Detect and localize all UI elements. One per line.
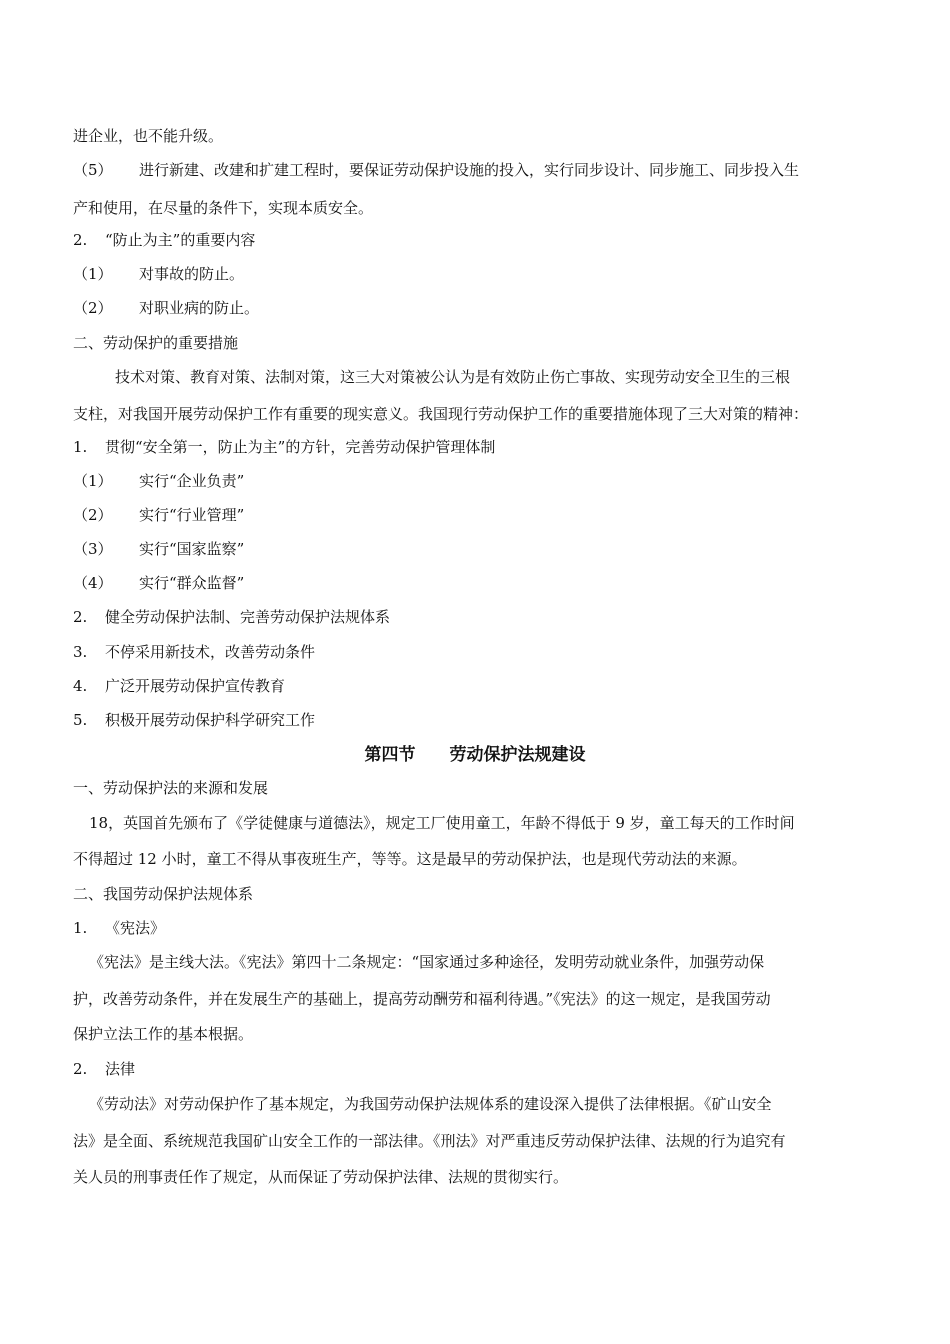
list-item: 2. “防止为主”的重要内容 [73,231,256,249]
list-item: 1. 贯彻“安全第一，防止为主”的方针，完善劳动保护管理体制 [73,438,496,456]
paragraph-line: 《劳动法》对劳动保护作了基本规定，为我国劳动保护法规体系的建设深入提供了法律根据。《矿山安全 [89,1095,772,1113]
list-item: （5） 进行新建、改建和扩建工程时，要保证劳动保护设施的投入，实行同步设计、同步施工、同步投入生 [73,161,800,179]
list-item: 3. 不停采用新技术，改善劳动条件 [73,643,316,661]
subheading: 一、劳动保护法的来源和发展 [73,779,269,797]
list-item: 2. 健全劳动保护法制、完善劳动保护法规体系 [73,608,391,626]
list-item: （1） 对事故的防止。 [73,265,245,283]
paragraph-line: 保护立法工作的基本根据。 [73,1025,254,1043]
list-item: 4. 广泛开展劳动保护宣传教育 [73,677,286,695]
paragraph-line: 护，改善劳动条件，并在发展生产的基础上，提高劳动酬劳和福利待遇。”《宪法》的这一规定，是我国劳动 [73,990,771,1008]
paragraph-line: 进企业，也不能升级。 [73,127,224,145]
list-item: 5. 积极开展劳动保护科学研究工作 [73,711,316,729]
subheading: 二、劳动保护的重要措施 [73,334,239,352]
section-heading [0,744,950,766]
list-item: 2. 法律 [73,1060,136,1078]
list-item: 1. 《宪法》 [73,919,166,937]
paragraph-line: 《宪法》是主线大法。《宪法》第四十二条规定：“国家通过多种途径，发明劳动就业条件，加强劳动保 [89,953,765,971]
list-item: （2） 实行“行业管理” [73,506,245,524]
section-number: 第四节 [364,745,416,765]
paragraph-line: 产和使用，在尽量的条件下，实现本质安全。 [73,199,374,217]
paragraph-line: 不得超过 12 小时，童工不得从事夜班生产，等等。这是最早的劳动保护法，也是现代劳动法的来源。 [73,850,747,868]
paragraph-line: 18，英国首先颁布了《学徒健康与道德法》，规定工厂使用童工，年龄不得低于 9 岁，童工每天的工作时间 [89,814,795,832]
list-item: （2） 对职业病的防止。 [73,299,260,317]
list-item: （4） 实行“群众监督” [73,574,245,592]
paragraph-line: 法》是全面、系统规范我国矿山安全工作的一部法律。《刑法》对严重违反劳动保护法律、法规的行为追究有 [73,1132,786,1150]
paragraph-line: 技术对策、教育对策、法制对策，这三大对策被公认为是有效防止伤亡事故、实现劳动安全卫生的三根 [115,368,791,386]
paragraph-line: 支柱，对我国开展劳动保护工作有重要的现实意义。我国现行劳动保护工作的重要措施体现了三大对策的精神： [73,405,809,423]
paragraph-line: 关人员的刑事责任作了规定，从而保证了劳动保护法律、法规的贯彻实行。 [73,1168,569,1186]
list-item: （3） 实行“国家监察” [73,540,245,558]
list-item: （1） 实行“企业负责” [73,472,245,490]
subheading: 二、我国劳动保护法规体系 [73,885,254,903]
section-title: 劳动保护法规建设 [449,745,586,765]
